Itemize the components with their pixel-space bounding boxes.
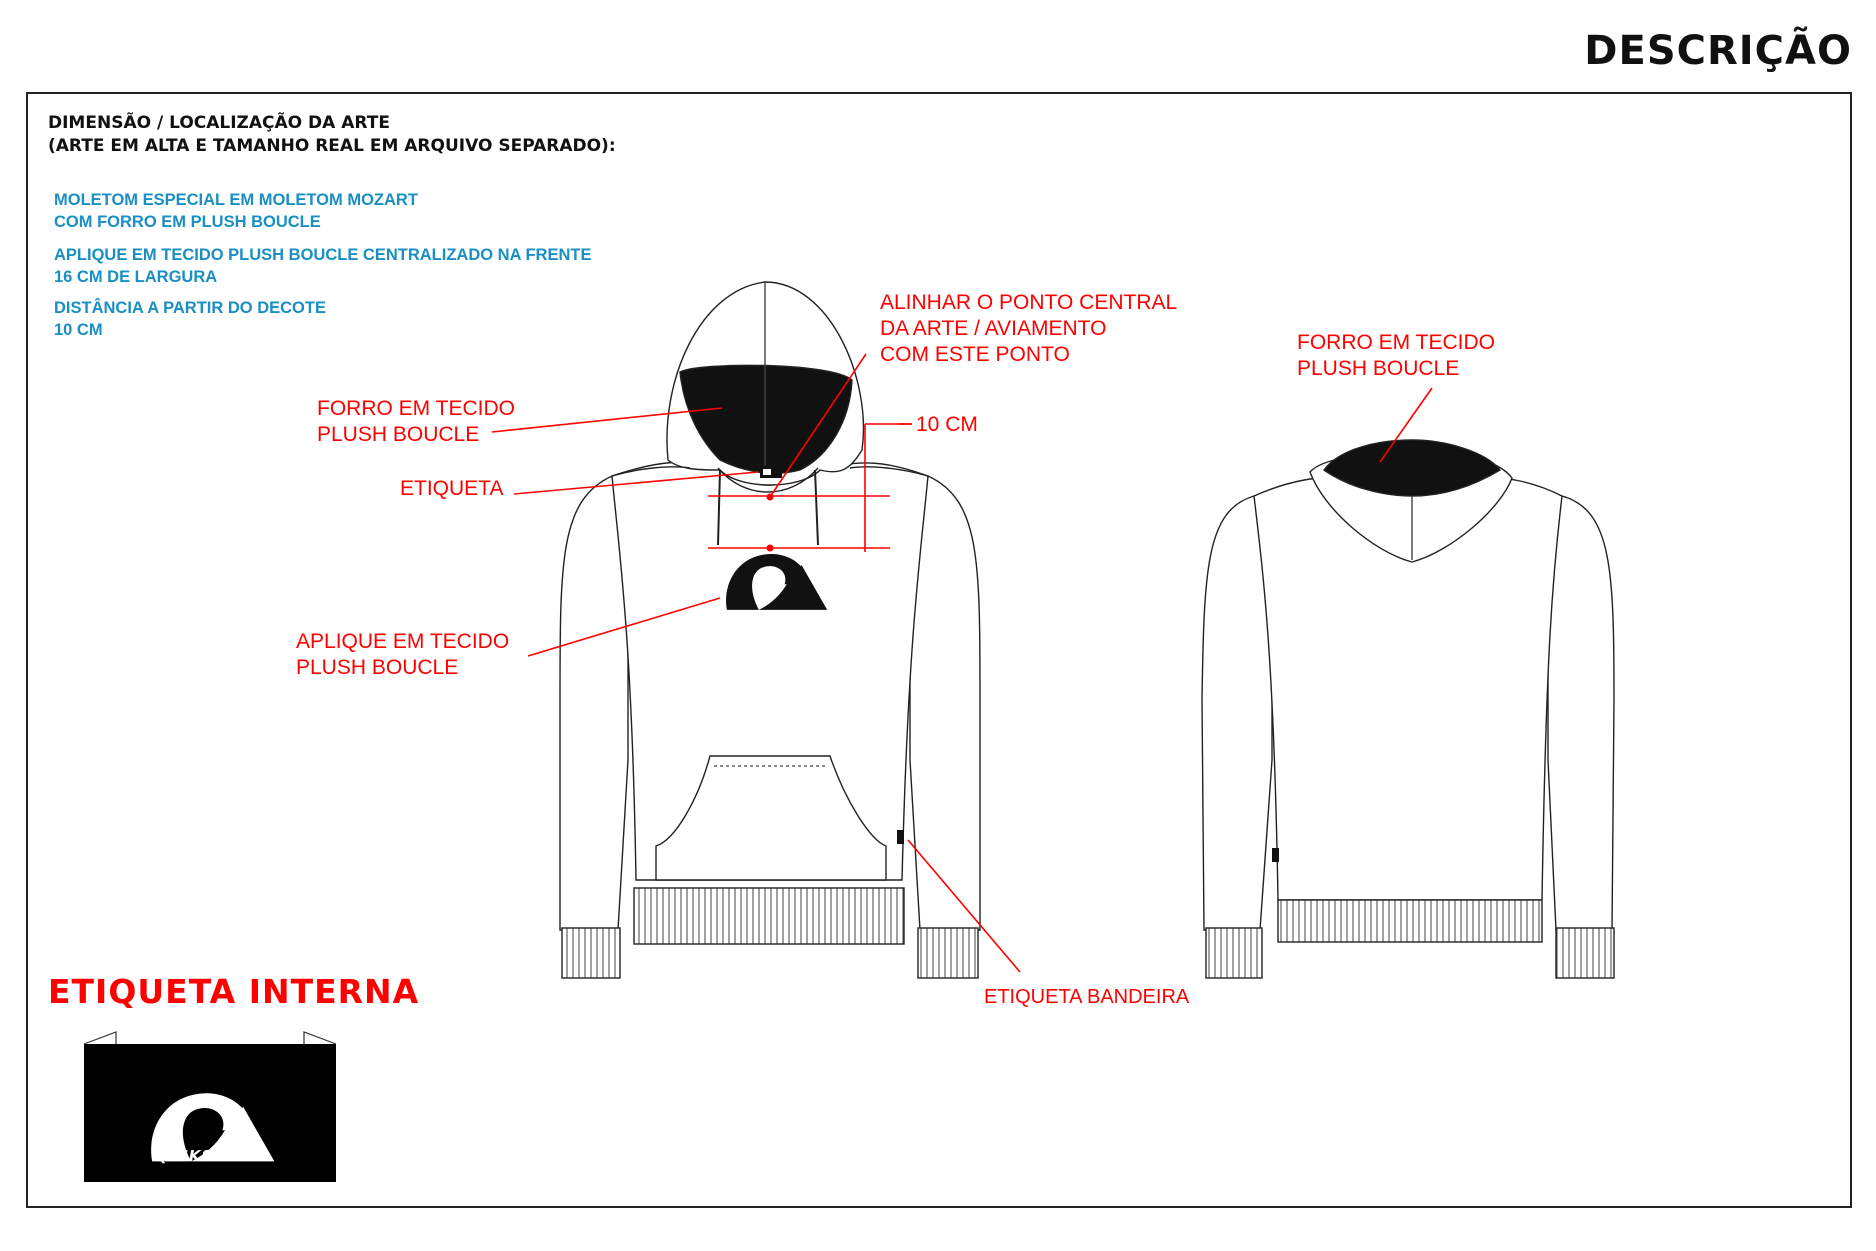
- spec-distance-line-1: DISTÂNCIA A PARTIR DO DECOTE: [54, 299, 326, 317]
- callout-lining-back: [1297, 330, 1495, 382]
- callout-lining-back-line-2: PLUSH BOUCLE: [1297, 357, 1460, 380]
- callout-lining-front-line-1: FORRO EM TECIDO: [317, 397, 515, 420]
- spec-distance-line-2: 10 CM: [54, 321, 103, 339]
- front-hoodie: [560, 282, 980, 978]
- callout-measure: 10 CM: [916, 413, 978, 436]
- callout-lining-front-line-2: PLUSH BOUCLE: [317, 423, 480, 446]
- callout-lining-back-line-1: FORRO EM TECIDO: [1297, 331, 1495, 354]
- callout-align-line-1: ALINHAR O PONTO CENTRAL: [880, 291, 1178, 314]
- spec-applique-line-1: APLIQUE EM TECIDO PLUSH BOUCLE CENTRALIZADO NA FRENTE: [54, 246, 592, 264]
- callout-lining-front: [317, 396, 515, 448]
- front-flag-label: [897, 830, 904, 844]
- spec-applique-line-2: 16 CM DE LARGURA: [54, 268, 218, 286]
- center-point-art: [767, 545, 774, 552]
- callout-align-line-2: DA ARTE / AVIAMENTO: [880, 317, 1107, 340]
- back-hoodie: [1202, 440, 1614, 978]
- front-left-sleeve: [560, 476, 628, 930]
- heading-line-1: DIMENSÃO / LOCALIZAÇÃO DA ARTE: [48, 113, 390, 133]
- internal-label-title: ETIQUETA INTERNA: [48, 972, 420, 1011]
- callout-applique: [296, 629, 509, 681]
- callout-align-point: [880, 290, 1177, 368]
- heading-line-2: (ARTE EM ALTA E TAMANHO REAL EM ARQUIVO SEPARADO):: [48, 136, 616, 156]
- spec-fabric-line-2: COM FORRO EM PLUSH BOUCLE: [54, 213, 321, 231]
- callout-align-line-3: COM ESTE PONTO: [880, 343, 1070, 366]
- front-left-cuff: [562, 928, 620, 978]
- internal-label-brand: QUIKSILVER: [153, 1147, 267, 1165]
- front-waistband: [634, 888, 904, 944]
- callout-label: ETIQUETA: [400, 477, 504, 500]
- back-waistband: [1278, 900, 1542, 942]
- back-left-cuff: [1206, 928, 1262, 978]
- back-right-sleeve: [1548, 496, 1614, 930]
- spec-fabric-line-1: MOLETOM ESPECIAL EM MOLETOM MOZART: [54, 191, 418, 209]
- page-title: DESCRIÇÃO: [1584, 28, 1852, 74]
- callout-applique-line-1: APLIQUE EM TECIDO: [296, 630, 510, 653]
- callout-applique-line-2: PLUSH BOUCLE: [296, 656, 459, 679]
- front-right-cuff: [918, 928, 978, 978]
- center-point-neck: [767, 494, 774, 501]
- back-right-cuff: [1556, 928, 1614, 978]
- back-flag-label: [1272, 848, 1279, 862]
- callout-flag-label: ETIQUETA BANDEIRA: [984, 986, 1190, 1008]
